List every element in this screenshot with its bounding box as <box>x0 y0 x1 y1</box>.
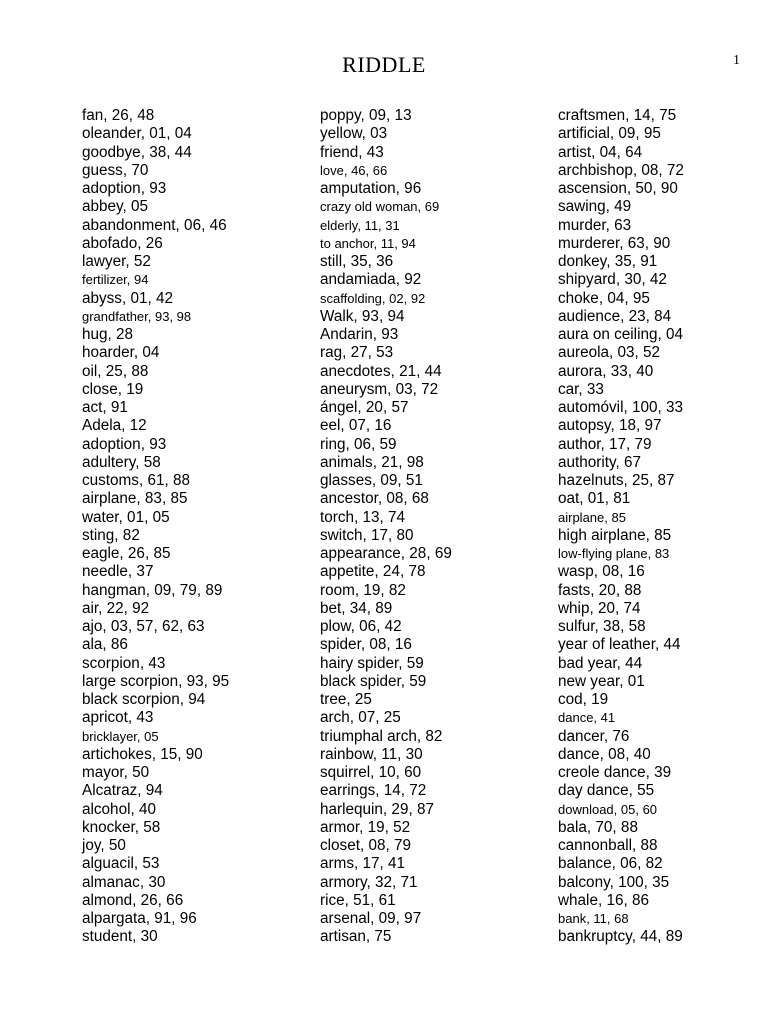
index-entry: plow, 06, 42 <box>320 618 402 635</box>
index-entry: apricot, 43 <box>82 709 154 727</box>
index-entry: animals, 21, 98 <box>320 453 424 471</box>
index-entry: alcohol, 40 <box>82 800 156 818</box>
index-entry: balance, 06, 82 <box>558 855 663 873</box>
index-entry: switch, 17, 80 <box>320 526 414 544</box>
index-entry: ángel, 20, 57 <box>320 399 409 416</box>
index-entry: arms, 17, 41 <box>320 855 406 873</box>
index-entry: fan, 26, 48 <box>82 107 155 124</box>
index-entry: hug, 28 <box>82 326 134 343</box>
index-entry: scaffolding, 02, 92 <box>320 290 426 306</box>
index-entry: to anchor, 11, 94 <box>320 235 416 251</box>
index-entry: low-flying plane, 83 <box>558 546 670 561</box>
index-entry: whip, 20, 74 <box>558 599 641 617</box>
index-entry: murderer, 63, 90 <box>558 234 671 252</box>
index-entry: grandfather, 93, 98 <box>82 308 192 324</box>
index-entry: sulfur, 38, 58 <box>558 618 646 635</box>
index-entry: wasp, 08, 16 <box>558 563 645 581</box>
index-entry: knocker, 58 <box>82 818 161 836</box>
index-entry: rag, 27, 53 <box>320 344 394 362</box>
index-entry: aurora, 33, 40 <box>558 362 654 380</box>
index-entry: oil, 25, 88 <box>82 362 149 380</box>
index-entry: close, 19 <box>82 380 144 398</box>
index-entry: aura on ceiling, 04 <box>558 326 684 343</box>
index-entry: bank, 11, 68 <box>558 911 629 926</box>
index-entry: yellow, 03 <box>320 125 388 143</box>
index-entry: love, 46, 66 <box>320 162 388 178</box>
index-entry: ala, 86 <box>82 636 128 654</box>
index-entry: sting, 82 <box>82 526 140 544</box>
index-entry: ajo, 03, 57, 62, 63 <box>82 618 205 635</box>
index-entry: adoption, 93 <box>82 180 167 197</box>
index-entry: customs, 61, 88 <box>82 472 190 489</box>
index-entry: aureola, 03, 52 <box>558 344 661 362</box>
index-entry: authority, 67 <box>558 453 642 471</box>
index-entry: goodbye, 38, 44 <box>82 143 192 161</box>
index-entry: bankruptcy, 44, 89 <box>558 928 683 946</box>
index-entry: hoarder, 04 <box>82 344 160 362</box>
index-entry: anecdotes, 21, 44 <box>320 362 442 380</box>
index-entry: appearance, 28, 69 <box>320 545 452 562</box>
index-entry: student, 30 <box>82 928 158 946</box>
index-entry: abyss, 01, 42 <box>82 289 173 307</box>
index-entry: black scorpion, 94 <box>82 691 206 708</box>
index-entry: abandonment, 06, 46 <box>82 216 227 234</box>
index-entry: armory, 32, 71 <box>320 873 418 891</box>
index-entry: artichokes, 15, 90 <box>82 745 203 763</box>
index-entry: abbey, 05 <box>82 198 149 216</box>
index-entry: cannonball, 88 <box>558 837 658 854</box>
index-column-1 <box>82 107 229 947</box>
index-entry: archbishop, 08, 72 <box>558 161 684 179</box>
index-entry: appetite, 24, 78 <box>320 563 426 581</box>
index-entry: alpargata, 91, 96 <box>82 910 197 927</box>
index-entry: andamiada, 92 <box>320 271 422 289</box>
index-entry: almanac, 30 <box>82 873 166 891</box>
index-entry: joy, 50 <box>82 837 126 854</box>
index-entry: arch, 07, 25 <box>320 709 401 727</box>
index-entry: author, 17, 79 <box>558 435 652 453</box>
index-entry: lawyer, 52 <box>82 253 151 270</box>
index-entry: bricklayer, 05 <box>82 728 159 744</box>
index-entry: abofado, 26 <box>82 234 163 252</box>
index-entry: Alcatraz, 94 <box>82 782 163 800</box>
index-entry: armor, 19, 52 <box>320 818 411 836</box>
index-entry: artificial, 09, 95 <box>558 125 661 143</box>
index-entry: bala, 70, 88 <box>558 818 638 836</box>
index-entry: ascension, 50, 90 <box>558 180 678 197</box>
index-entry: oleander, 01, 04 <box>82 125 192 143</box>
index-entry: spider, 08, 16 <box>320 636 412 654</box>
index-entry: fertilizer, 94 <box>82 272 149 288</box>
index-entry: dancer, 76 <box>558 727 630 745</box>
index-entry: automóvil, 100, 33 <box>558 399 684 416</box>
index-entry: air, 22, 92 <box>82 599 150 617</box>
index-entry: harlequin, 29, 87 <box>320 800 434 818</box>
index-entry: crazy old woman, 69 <box>320 199 440 215</box>
index-entry: artisan, 75 <box>320 928 392 946</box>
index-entry: day dance, 55 <box>558 782 655 800</box>
index-entry: aneurysm, 03, 72 <box>320 380 439 398</box>
index-entry: shipyard, 30, 42 <box>558 271 667 289</box>
index-entry: donkey, 35, 91 <box>558 253 658 270</box>
index-entry: room, 19, 82 <box>320 581 406 599</box>
index-entry: Walk, 93, 94 <box>320 307 405 325</box>
index-entry: download, 05, 60 <box>558 801 658 817</box>
index-entry: audience, 23, 84 <box>558 307 672 325</box>
index-entry: craftsmen, 14, 75 <box>558 107 677 124</box>
index-entry: airplane, 83, 85 <box>82 490 188 508</box>
index-entry: hangman, 09, 79, 89 <box>82 581 223 599</box>
index-entry: balcony, 100, 35 <box>558 873 670 891</box>
index-entry: rainbow, 11, 30 <box>320 745 423 763</box>
index-entry: car, 33 <box>558 380 604 398</box>
index-entry: murder, 63 <box>558 216 632 234</box>
index-entry: mayor, 50 <box>82 764 150 781</box>
index-entry: scorpion, 43 <box>82 654 166 672</box>
index-entry: ring, 06, 59 <box>320 435 397 453</box>
index-entry: still, 35, 36 <box>320 253 394 270</box>
index-entry: triumphal arch, 82 <box>320 727 443 745</box>
index-entry: ancestor, 08, 68 <box>320 490 429 508</box>
page-number: 1 <box>733 53 740 68</box>
index-entry: poppy, 09, 13 <box>320 107 412 124</box>
index-entry: earrings, 14, 72 <box>320 782 427 800</box>
index-entry: amputation, 96 <box>320 180 422 197</box>
index-entry: rice, 51, 61 <box>320 891 396 909</box>
index-entry: bad year, 44 <box>558 654 643 672</box>
index-entry: needle, 37 <box>82 563 154 581</box>
index-entry: hairy spider, 59 <box>320 654 424 672</box>
index-entry: cod, 19 <box>558 691 609 708</box>
index-entry: squirrel, 10, 60 <box>320 764 422 781</box>
index-entry: Adela, 12 <box>82 417 147 435</box>
index-entry: bet, 34, 89 <box>320 599 393 617</box>
index-entry: autopsy, 18, 97 <box>558 417 662 435</box>
index-entry: large scorpion, 93, 95 <box>82 672 230 690</box>
index-entry: act, 91 <box>82 399 128 416</box>
index-entry: water, 01, 05 <box>82 508 170 526</box>
index-entry: adoption, 93 <box>82 435 167 453</box>
index-entry: arsenal, 09, 97 <box>320 910 422 927</box>
index-entry: hazelnuts, 25, 87 <box>558 472 675 489</box>
index-entry: airplane, 85 <box>558 509 626 525</box>
index-entry: oat, 01, 81 <box>558 490 631 508</box>
index-entry: eagle, 26, 85 <box>82 545 171 562</box>
index-entry: guess, 70 <box>82 161 149 179</box>
index-entry: adultery, 58 <box>82 453 161 471</box>
index-entry: friend, 43 <box>320 143 384 161</box>
index-entry: black spider, 59 <box>320 672 427 690</box>
index-entry: dance, 08, 40 <box>558 745 651 763</box>
index-entry: Andarin, 93 <box>320 326 399 343</box>
index-entry: alguacil, 53 <box>82 855 160 873</box>
index-entry: elderly, 11, 31 <box>320 217 400 233</box>
index-entry: choke, 04, 95 <box>558 289 650 307</box>
index-entry: whale, 16, 86 <box>558 891 649 909</box>
index-entry: glasses, 09, 51 <box>320 472 423 489</box>
index-entry: dance, 41 <box>558 710 616 726</box>
index-entry: year of leather, 44 <box>558 636 681 654</box>
index-entry: fasts, 20, 88 <box>558 581 642 599</box>
index-entry: almond, 26, 66 <box>82 891 184 909</box>
index-entry: artist, 04, 64 <box>558 143 643 161</box>
index-entry: sawing, 49 <box>558 198 632 216</box>
index-entry: eel, 07, 16 <box>320 417 392 435</box>
index-entry: closet, 08, 79 <box>320 837 411 854</box>
index-entry: torch, 13, 74 <box>320 508 406 526</box>
index-entry: creole dance, 39 <box>558 764 672 781</box>
index-entry: new year, 01 <box>558 672 645 690</box>
page-title: RIDDLE <box>342 52 426 77</box>
index-column-3 <box>558 107 684 947</box>
index-entry: high airplane, 85 <box>558 526 672 544</box>
index-entry: tree, 25 <box>320 691 372 708</box>
index-column-2 <box>320 107 452 947</box>
